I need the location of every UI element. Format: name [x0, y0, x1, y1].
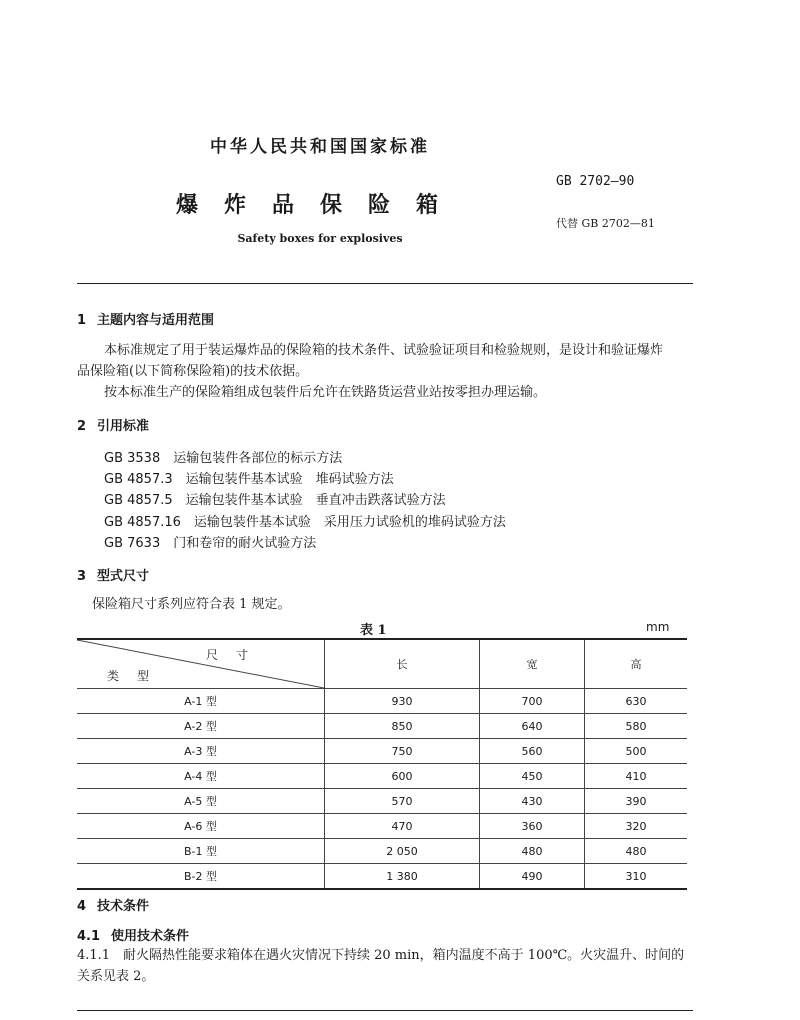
height-cell: 310 — [584, 864, 687, 890]
column-header-length: 长 — [325, 639, 480, 689]
section-number: 3 — [77, 569, 87, 584]
diag-top-label: 尺寸 — [205, 648, 266, 662]
reference-title: 门和卷帘的耐火试验方法 — [173, 536, 317, 551]
type-cell: A-4 型 — [77, 764, 325, 789]
length-cell: 750 — [325, 739, 480, 764]
width-cell: 430 — [480, 789, 585, 814]
reference-item — [104, 532, 316, 551]
reference-item — [104, 468, 394, 487]
length-cell: 2 050 — [325, 839, 480, 864]
reference-code: GB 4857.16 — [104, 515, 181, 530]
section-number: 4 — [77, 899, 87, 914]
section-title: 型式尺寸 — [97, 569, 150, 584]
clause-text: 耐火隔热性能要求箱体在遇火灾情况下持续 20 min，箱内温度不高于 100℃。火灾温升、时间的 — [123, 948, 685, 963]
table-row — [77, 739, 687, 764]
section-1-heading — [77, 309, 214, 328]
width-cell: 480 — [480, 839, 585, 864]
reference-title: 运输包装件基本试验 垂直冲击跌落试验方法 — [185, 493, 446, 508]
clause-4-1-1-line-2: 关系见表 2。 — [77, 969, 155, 984]
reference-title: 运输包装件基本试验 堆码试验方法 — [185, 472, 394, 487]
length-cell: 600 — [325, 764, 480, 789]
footer-divider — [77, 1010, 693, 1011]
section-1-paragraph-2: 按本标准生产的保险箱组成包装件后允许在铁路货运营业站按零担办理运输。 — [104, 385, 547, 400]
section-number: 1 — [77, 313, 87, 328]
diag-bottom-label: 类型 — [107, 669, 168, 683]
standard-code: GB 2702—90 — [556, 174, 635, 189]
height-cell: 390 — [584, 789, 687, 814]
length-cell: 1 380 — [325, 864, 480, 890]
section-1-paragraph-1-line-1: 本标准规定了用于装运爆炸品的保险箱的技术条件、试验验证项目和检验规则，是设计和验证爆炸 — [104, 343, 664, 358]
table-row — [77, 689, 687, 714]
table-row — [77, 864, 687, 890]
table-row — [77, 789, 687, 814]
column-header-width: 宽 — [480, 639, 585, 689]
table-header-row — [77, 639, 687, 689]
document-title: 爆炸品保险箱 — [175, 193, 464, 218]
width-cell: 490 — [480, 864, 585, 890]
reference-code: GB 3538 — [104, 451, 161, 466]
section-3-heading — [77, 565, 149, 584]
subsection-title: 使用技术条件 — [111, 929, 190, 944]
reference-item — [104, 511, 506, 530]
type-cell: B-1 型 — [77, 839, 325, 864]
table-row — [77, 814, 687, 839]
length-cell: 850 — [325, 714, 480, 739]
document-subtitle-en: Safety boxes for explosives — [237, 232, 403, 245]
height-cell: 410 — [584, 764, 687, 789]
type-cell: A-5 型 — [77, 789, 325, 814]
width-cell: 700 — [480, 689, 585, 714]
reference-title: 运输包装件各部位的标示方法 — [173, 451, 343, 466]
length-cell: 470 — [325, 814, 480, 839]
width-cell: 640 — [480, 714, 585, 739]
reference-code: GB 4857.5 — [104, 493, 173, 508]
table-row — [77, 714, 687, 739]
height-cell: 630 — [584, 689, 687, 714]
subsection-number: 4.1 — [77, 929, 101, 944]
width-cell: 450 — [480, 764, 585, 789]
reference-item — [104, 447, 342, 466]
column-header-height: 高 — [584, 639, 687, 689]
size-table — [77, 638, 687, 890]
length-cell: 570 — [325, 789, 480, 814]
section-1-paragraph-1-line-2: 品保险箱(以下简称保险箱)的技术依据。 — [77, 364, 309, 379]
header-divider — [77, 283, 693, 284]
type-cell: A-2 型 — [77, 714, 325, 739]
section-4-heading — [77, 895, 149, 914]
section-title: 主题内容与适用范围 — [97, 313, 215, 328]
width-cell: 560 — [480, 739, 585, 764]
issuing-body: 中华人民共和国国家标准 — [210, 137, 430, 157]
height-cell: 500 — [584, 739, 687, 764]
table-row — [77, 764, 687, 789]
clause-4-1-1-line-1 — [77, 945, 684, 966]
type-cell: B-2 型 — [77, 864, 325, 890]
length-cell: 930 — [325, 689, 480, 714]
section-3-intro: 保险箱尺寸系列应符合表 1 规定。 — [92, 597, 291, 612]
reference-item — [104, 489, 446, 508]
type-cell: A-3 型 — [77, 739, 325, 764]
height-cell: 480 — [584, 839, 687, 864]
section-number: 2 — [77, 419, 87, 434]
subsection-4-1-heading — [77, 925, 189, 944]
width-cell: 360 — [480, 814, 585, 839]
replaces-standard: 代替 GB 2702—81 — [556, 217, 655, 230]
diagonal-header-cell — [77, 639, 325, 689]
clause-number: 4.1.1 — [77, 948, 111, 963]
reference-code: GB 4857.3 — [104, 472, 173, 487]
reference-title: 运输包装件基本试验 采用压力试验机的堆码试验方法 — [193, 515, 506, 530]
height-cell: 580 — [584, 714, 687, 739]
table-caption: 表 1 — [360, 623, 387, 638]
type-cell: A-6 型 — [77, 814, 325, 839]
table-unit: mm — [646, 620, 670, 634]
type-cell: A-1 型 — [77, 689, 325, 714]
section-2-heading — [77, 415, 149, 434]
section-title: 技术条件 — [97, 899, 150, 914]
section-title: 引用标准 — [97, 419, 150, 434]
reference-code: GB 7633 — [104, 536, 161, 551]
table-row — [77, 839, 687, 864]
height-cell: 320 — [584, 814, 687, 839]
